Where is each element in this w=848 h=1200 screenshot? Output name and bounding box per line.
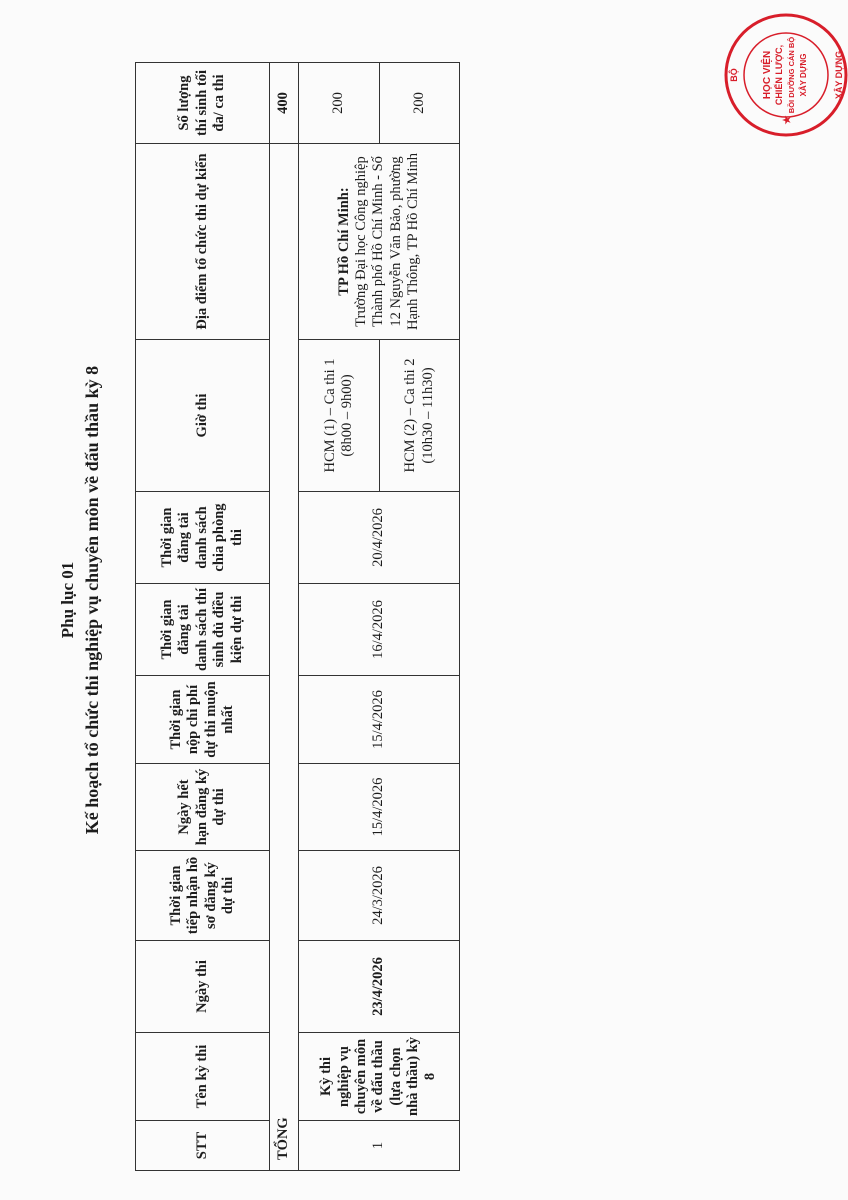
appendix-title: Phụ lục 01: [58, 561, 77, 639]
header-room-list: Thời gian đăng tải danh sách chia phòng thi: [136, 492, 270, 584]
header-stt: STT: [136, 1121, 270, 1171]
header-receive-time: Thời gian tiếp nhận hồ sơ đăng ký dự thi: [136, 851, 270, 941]
location-city: TP Hồ Chí Minh:: [335, 187, 352, 296]
plan-title: Kế hoạch tổ chức thi nghiệp vụ chuyên môn về đấu thầu kỳ 8: [82, 365, 102, 835]
table-header-row: [136, 63, 270, 1171]
cell-location: [299, 144, 460, 340]
total-value: 400: [270, 63, 299, 144]
cell-exam-date: 23/4/2026: [299, 941, 460, 1033]
cell-fee-deadline: 15/4/2026: [299, 676, 460, 764]
cell-deadline: 15/4/2026: [299, 764, 460, 851]
header-eligible-list: Thời gian đăng tải danh sách thí sinh đủ điều kiện dự thi: [136, 584, 270, 676]
svg-text:BỘ: BỘ: [729, 68, 739, 82]
location-detail: Trường Đại học Công nghiệp Thành phố Hồ Chí Minh - Số 12 Nguyễn Văn Bảo, phường Hạnh Thông, TP Hồ Chí Minh: [352, 153, 422, 330]
cell-room-list-date: 20/4/2026: [299, 492, 460, 584]
svg-text:XÂY DỰNG: XÂY DỰNG: [799, 53, 808, 97]
total-label: TỔNG: [270, 144, 299, 1171]
svg-text:HỌC VIỆN: HỌC VIỆN: [762, 50, 773, 100]
total-row: [270, 63, 299, 1171]
header-exam-date: Ngày thi: [136, 941, 270, 1033]
cell-stt: 1: [299, 1121, 460, 1171]
cell-shift-2: HCM (2) – Ca thi 2 (10h30 – 11h30): [380, 340, 460, 492]
table-row: [299, 63, 380, 1171]
header-fee-deadline: Thời gian nộp chi phí dự thi muộn nhất: [136, 676, 270, 764]
official-seal: [720, 10, 848, 140]
cell-eligible-list-date: 16/4/2026: [299, 584, 460, 676]
exam-plan-table: [135, 62, 460, 1171]
svg-text:★: ★: [782, 115, 793, 125]
cell-exam-name: Kỳ thi nghiệp vụ chuyên môn về đấu thầu (lựa chọn nhà thầu) kỳ 8: [299, 1033, 460, 1121]
cell-shift-1: HCM (1) – Ca thi 1 (8h00 – 9h00): [299, 340, 380, 492]
header-deadline: Ngày hết hạn đăng ký dự thi: [136, 764, 270, 851]
header-max-candidates: Số lượng thí sinh tối đa/ ca thi: [136, 63, 270, 144]
cell-max-1: 200: [299, 63, 380, 144]
header-location: Địa điểm tổ chức thi dự kiến: [136, 144, 270, 340]
svg-text:CHIẾN LƯỢC,: CHIẾN LƯỢC,: [774, 44, 784, 106]
svg-text:BỒI DƯỠNG CÁN BỘ: BỒI DƯỠNG CÁN BỘ: [787, 36, 796, 114]
header-exam-time: Giờ thi: [136, 340, 270, 492]
header-exam-name: Tên kỳ thi: [136, 1033, 270, 1121]
svg-text:XÂY DỰNG: XÂY DỰNG: [834, 50, 844, 100]
cell-receive-date: 24/3/2026: [299, 851, 460, 941]
cell-max-2: 200: [380, 63, 460, 144]
